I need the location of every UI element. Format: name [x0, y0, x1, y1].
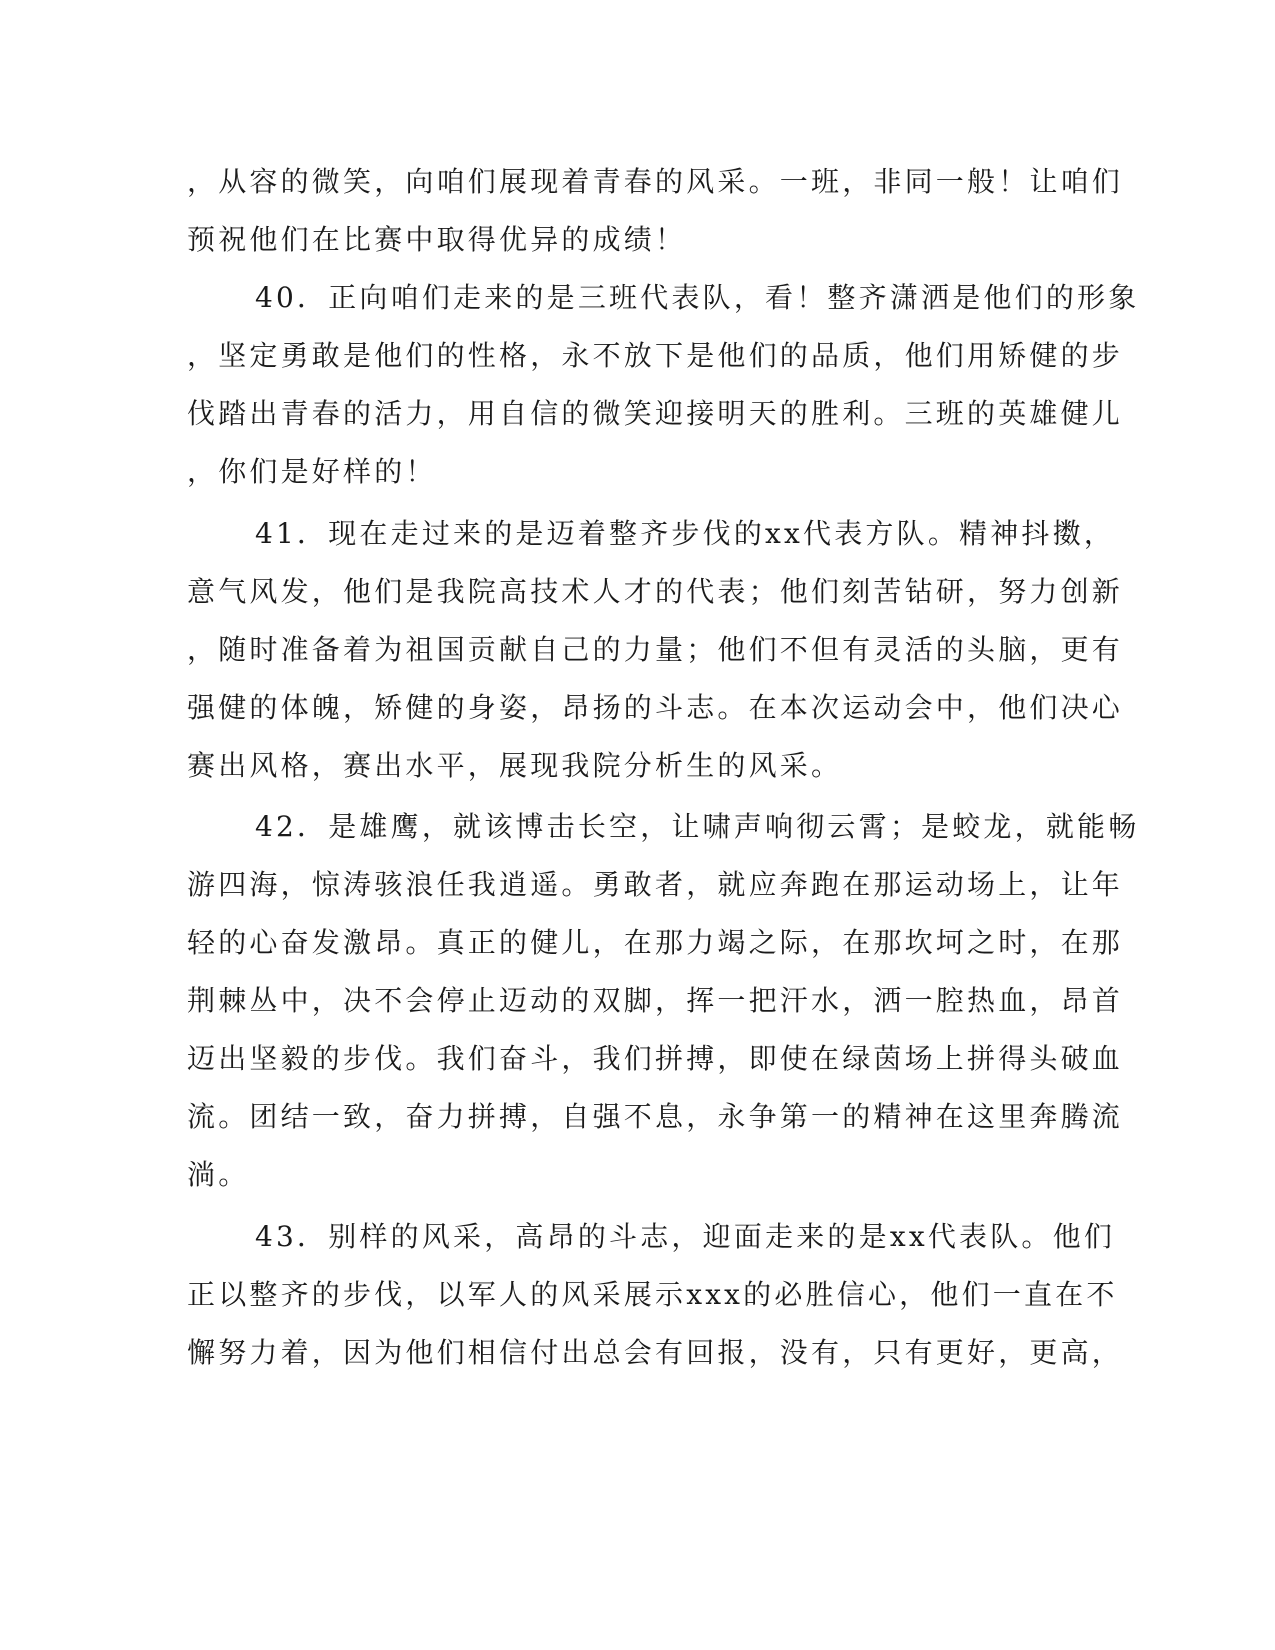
text-line: 预祝他们在比赛中取得优异的成绩！ — [187, 223, 687, 256]
text-line: 强健的体魄，矫健的身姿，昂扬的斗志。在本次运动会中，他们决心 — [187, 691, 1124, 724]
text-line: 伐踏出青春的活力，用自信的微笑迎接明天的胜利。三班的英雄健儿 — [187, 397, 1124, 430]
text-line: 正以整齐的步伐，以军人的风采展示xxx的必胜信心，他们一直在不 — [187, 1278, 1118, 1311]
text-line: ，从容的微笑，向咱们展现着青春的风采。一班，非同一般！让咱们 — [187, 165, 1124, 198]
paragraph-43-start: 43．别样的风采，高昂的斗志，迎面走来的是xx代表队。他们 — [255, 1220, 1116, 1253]
text-line: 懈努力着，因为他们相信付出总会有回报，没有，只有更好，更高， — [187, 1336, 1124, 1369]
paragraph-41-start: 41．现在走过来的是迈着整齐步伐的xx代表方队。精神抖擞， — [255, 517, 1116, 550]
text-line: 迈出坚毅的步伐。我们奋斗，我们拼搏，即使在绿茵场上拼得头破血 — [187, 1042, 1124, 1075]
text-line: ，随时准备着为祖国贡献自己的力量；他们不但有灵活的头脑，更有 — [187, 633, 1124, 666]
text-line: 荆棘丛中，决不会停止迈动的双脚，挥一把汗水，洒一腔热血，昂首 — [187, 984, 1124, 1017]
paragraph-40-start: 40．正向咱们走来的是三班代表队，看！整齐潇洒是他们的形象 — [255, 281, 1140, 314]
text-line: 游四海，惊涛骇浪任我逍遥。勇敢者，就应奔跑在那运动场上，让年 — [187, 868, 1124, 901]
text-line: ，坚定勇敢是他们的性格，永不放下是他们的品质，他们用矫健的步 — [187, 339, 1124, 372]
text-line: 淌。 — [187, 1158, 250, 1191]
text-line: 轻的心奋发激昂。真正的健儿，在那力竭之际，在那坎坷之时，在那 — [187, 926, 1124, 959]
text-line: ，你们是好样的！ — [187, 455, 437, 488]
text-line: 流。团结一致，奋力拼搏，自强不息，永争第一的精神在这里奔腾流 — [187, 1100, 1124, 1133]
paragraph-42-start: 42．是雄鹰，就该博击长空，让啸声响彻云霄；是蛟龙，就能畅 — [255, 810, 1140, 843]
text-line: 赛出风格，赛出水平，展现我院分析生的风采。 — [187, 749, 843, 782]
text-line: 意气风发，他们是我院高技术人才的代表；他们刻苦钻研，努力创新 — [187, 575, 1124, 608]
